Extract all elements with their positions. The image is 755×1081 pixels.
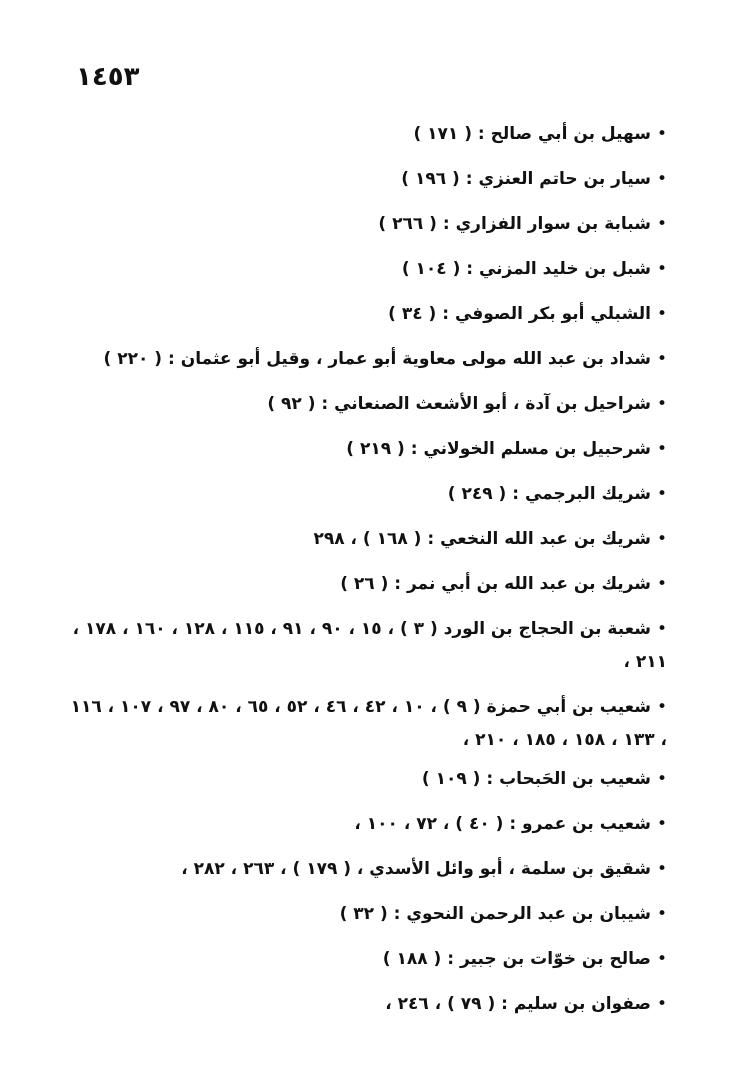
entry-text: سهيل بن أبي صالح : ( ١٧١ ): [413, 124, 651, 144]
bullet-icon: •: [656, 697, 667, 717]
index-entry: [60, 988, 667, 1021]
entry-text: شريك بن عبد الله بن أبي نمر : ( ٢٦ ): [340, 574, 651, 594]
entry-text: صالح بن خوّات بن جبير : ( ١٨٨ ): [382, 949, 651, 969]
page-number: ١٤٥٣: [76, 62, 140, 92]
bullet-icon: •: [656, 439, 667, 459]
bullet-icon: •: [656, 619, 667, 639]
index-entry: [60, 691, 667, 757]
index-entry: [60, 853, 667, 886]
bullet-icon: •: [656, 259, 667, 279]
entry-text: شعيب بن أبي حمزة ( ٩ ) ، ١٠ ، ٤٢ ، ٤٦ ، ٥٢ ، ٦٥ ، ٨٠ ، ٩٧ ، ١٠٧ ، ١١٦ ، ١٣٣ ، ١٥٨ ، ١٨٥ ، ٢١٠ ،: [70, 697, 667, 750]
bullet-icon: •: [656, 484, 667, 504]
index-entry: [60, 208, 667, 241]
entry-text: شيبان بن عبد الرحمن النحوي : ( ٣٢ ): [339, 904, 651, 924]
index-entry: [60, 478, 667, 511]
bullet-icon: •: [656, 349, 667, 369]
bullet-icon: •: [656, 214, 667, 234]
index-entry: [60, 943, 667, 976]
entry-text: شرحبيل بن مسلم الخولاني : ( ٢١٩ ): [346, 439, 651, 459]
index-entry-list: [60, 118, 667, 1033]
index-entry: [60, 298, 667, 331]
entry-text: الشبلي أبو بكر الصوفي : ( ٣٤ ): [388, 304, 651, 324]
index-entry: [60, 523, 667, 556]
bullet-icon: •: [656, 169, 667, 189]
bullet-icon: •: [656, 904, 667, 924]
index-entry: [60, 118, 667, 151]
index-entry: [60, 433, 667, 466]
entry-text: شعيب بن الحَبحاب : ( ١٠٩ ): [421, 769, 651, 789]
bullet-icon: •: [656, 304, 667, 324]
entry-text: سيار بن حاتم العنزي : ( ١٩٦ ): [401, 169, 651, 189]
entry-text: صفوان بن سليم : ( ٧٩ ) ، ٢٤٦ ،: [385, 994, 651, 1014]
bullet-icon: •: [656, 814, 667, 834]
index-entry: [60, 253, 667, 286]
bullet-icon: •: [656, 574, 667, 594]
entry-text: شريك البرجمي : ( ٢٤٩ ): [447, 484, 651, 504]
entry-text: شريك بن عبد الله النخعي : ( ١٦٨ ) ، ٢٩٨: [313, 529, 651, 549]
index-entry: [60, 163, 667, 196]
index-entry: [60, 808, 667, 841]
bullet-icon: •: [656, 949, 667, 969]
index-entry: [60, 613, 667, 679]
entry-text: شداد بن عبد الله مولى معاوية أبو عمار ، وقيل أبو عثمان : ( ٢٢٠ ): [103, 349, 651, 369]
entry-text: شبل بن خليد المزني : ( ١٠٤ ): [401, 259, 651, 279]
index-entry: [60, 763, 667, 796]
entry-text: شعيب بن عمرو : ( ٤٠ ) ، ٧٢ ، ١٠٠ ،: [354, 814, 651, 834]
bullet-icon: •: [656, 859, 667, 879]
bullet-icon: •: [656, 994, 667, 1014]
entry-text: شقيق بن سلمة ، أبو وائل الأسدي ، ( ١٧٩ ) ، ٢٦٣ ، ٢٨٢ ،: [181, 859, 651, 879]
index-entry: [60, 343, 667, 376]
index-entry: [60, 898, 667, 931]
entry-text: شراحيل بن آدة ، أبو الأشعث الصنعاني : ( ٩٢ ): [267, 394, 651, 414]
entry-text: شبابة بن سوار الفزاري : ( ٢٦٦ ): [378, 214, 651, 234]
bullet-icon: •: [656, 769, 667, 789]
index-entry: [60, 388, 667, 421]
bullet-icon: •: [656, 529, 667, 549]
entry-text: شعبة بن الحجاج بن الورد ( ٣ ) ، ١٥ ، ٩٠ ، ٩١ ، ١١٥ ، ١٢٨ ، ١٦٠ ، ١٧٨ ، ٢١١ ،: [72, 619, 667, 672]
index-entry: [60, 568, 667, 601]
bullet-icon: •: [656, 124, 667, 144]
bullet-icon: •: [656, 394, 667, 414]
